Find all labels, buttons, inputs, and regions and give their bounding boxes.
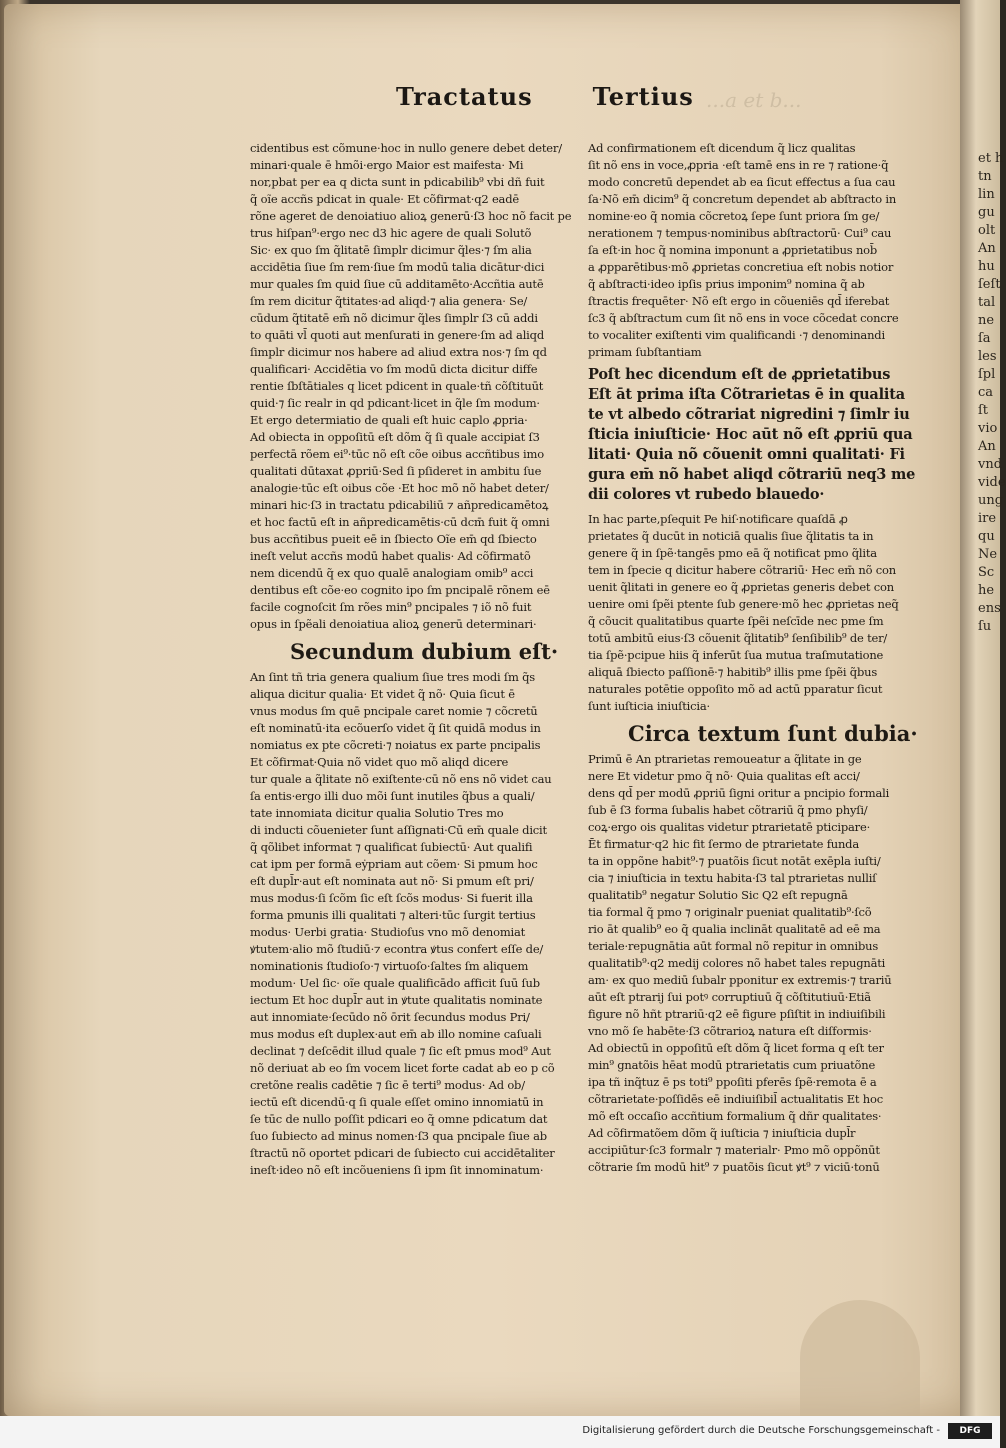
text-line: ſimplr dicimur nos habere ad aliud extra nos·⁊ ſm qd xyxy=(250,345,547,359)
text-line: am· ex quo mediū ſubalr pponitur ex extremis·⁊ trariū xyxy=(588,973,892,987)
text-line: cõtrarie ſm modū hit⁹ ⁊ puatõis ſicut ꝟt⁹ ⁊ viciū·tonū xyxy=(588,1160,880,1174)
section-heading-secundum-dubium: Secundum dubium eſt· xyxy=(290,639,559,664)
facing-page-fragment: et h xyxy=(978,151,1004,166)
facing-page-fragment: gu xyxy=(978,205,995,220)
facing-page-fragment: qu xyxy=(978,529,995,544)
facing-page-fragment: ca xyxy=(978,385,994,400)
text-line: q̃ cõucit qualitatibus quarte ſpẽi neſcīde nec pme ſm xyxy=(588,614,884,628)
facing-page-fragments xyxy=(978,150,1006,1350)
text-line: nomine·eo q̃ nomia cõcretoꝝ ſepe ſunt priora ſm ge/ xyxy=(588,209,880,223)
large-text-line: Poſt hec dicendum eſt de ꝓprietatibus xyxy=(588,366,891,383)
text-line: Ad cõfirmatõem dõm q̃ iuſticia ⁊ iniuſticia dupl̄r xyxy=(588,1126,856,1140)
left-column-text-b xyxy=(250,669,572,1179)
text-line: mõ eſt occaſio accñtium formalium q̃ dñr qualitates· xyxy=(588,1109,882,1123)
text-line: opus in ſpẽali denoiatiua alioꝝ generū determinari· xyxy=(250,617,537,631)
text-line: quid·⁊ ſic realr in qd pdicant·licet in q̃le ſm modum· xyxy=(250,396,540,410)
digitization-footer xyxy=(0,1416,1000,1448)
text-line: ſtractū nõ oportet pdicari de ſubiecto cui accidētaliter xyxy=(250,1146,555,1160)
facing-page-fragment: ſt xyxy=(978,403,989,418)
text-line: Et cõfirmat·Quia nõ videt quo mõ aliqd dicere xyxy=(250,755,509,769)
large-text-line: gura em̄ nõ habet aliqd cõtrariū neq3 me xyxy=(588,466,916,483)
text-line: minari hic·ſ3 in tractatu pdicabiliū ⁊ añpredicamētoꝝ xyxy=(250,498,549,512)
large-text-line: te vt albedo cõtrariat nigredini ⁊ ſimlr iu xyxy=(588,406,910,423)
text-line: ſa·Nõ em̄ dicim⁹ q̃ concretum dependet ab abſtracto in xyxy=(588,192,897,206)
text-line: ſa eſt·in hoc q̃ nomina imponunt a ꝓprietatibus nob̄ xyxy=(588,243,878,257)
text-line: genere q̃ in ſpẽ·tangēs pmo eā q̃ notificat pmo q̃lita xyxy=(588,546,877,560)
large-text-line: ſticia iniuſticie· Hoc aūt nõ eſt ꝓpriū qua xyxy=(588,426,913,443)
facing-page-fragment: vio xyxy=(978,421,998,436)
facing-page-fragment: he xyxy=(978,583,995,598)
large-text-line: litati· Quia nõ cõuenit omni qualitati· Fi xyxy=(588,446,905,463)
text-line: tia ſpẽ·pcipue hiis q̃ inferūt ſua mutua traſmutatione xyxy=(588,648,884,662)
text-line: Sic· ex quo ſm q̃litatē ſimplr dicimur q̃les·⁊ ſm alia xyxy=(250,243,532,257)
text-line: primam ſubſtantiam xyxy=(588,345,702,359)
running-header xyxy=(396,82,694,111)
text-line: figure nõ hñt ptrariū·q2 eē figure pſiſtit in indiuiſibili xyxy=(588,1007,886,1021)
text-line: accipiūtur·ſc3 formalr ⁊ materialr· Pmo mõ oppõnūt xyxy=(588,1143,880,1157)
text-line: ſe tūc de nullo poſſit pdicari eo q̃ omne pdicatum dat xyxy=(250,1112,548,1126)
right-column-text-c xyxy=(588,751,910,1176)
facing-page-fragment: ſeſt xyxy=(978,277,1001,292)
text-line: Ad confirmationem eſt dicendum q̃ licz qualitas xyxy=(588,141,856,155)
right-column-text-a xyxy=(588,140,910,361)
text-line: to quāti vl̄ quoti aut menſurati in genere·ſm ad aliqd xyxy=(250,328,544,342)
text-line: naturales potētie oppoſito mõ ad actū pparatur ſicut xyxy=(588,682,883,696)
facing-page-fragment: Ne xyxy=(978,547,998,562)
text-line: ſub ē ſ3 forma ſubalis habet cõtrariū q̃ pmo phyſi/ xyxy=(588,803,868,817)
text-line: aliqua dicitur qualia· Et videt q̃ nõ· Quia ſicut ē xyxy=(250,687,515,701)
text-line: aliquā ſbiecto paſſionē·⁊ habitib⁹ illis pme ſpẽi q̃bus xyxy=(588,665,878,679)
text-line: q̃ qõlibet informat ⁊ qualificat ſubiectū· Aut qualifi xyxy=(250,840,533,854)
text-line: Et ergo determiatio de quali eſt huic caplo ꝓpria· xyxy=(250,413,528,427)
text-line: mus modus·ſi ſcõm ſic eſt ſcõs modus· Si fuerit illa xyxy=(250,891,533,905)
text-line: nerationem ⁊ tempus·nominibus abſtractorū· Cui⁹ cau xyxy=(588,226,892,240)
text-line: q̃ oĩe accñs pdicat in quale· Et cõfirmat·q2 eadē xyxy=(250,192,519,206)
text-line: ipa tñ inq̃tuz ē ps toti⁹ ppoſiti pferēs ſpẽ·remota ē a xyxy=(588,1075,877,1089)
text-line: rio āt qualib⁹ eo q̃ qualia inclināt qualitatē ad eē ma xyxy=(588,922,881,936)
facing-page-fragment: tn xyxy=(978,169,992,184)
text-line: Ad obiecta in oppoſitū eſt dõm q̃ ſi quale accipiat ſ3 xyxy=(250,430,540,444)
text-line: accidētia ſiue ſm rem·ſiue ſm modū talia dicātur·dici xyxy=(250,260,545,274)
text-line: facile cognoſcit ſm rões min⁹ pncipales ⁊ iõ nõ fuit xyxy=(250,600,532,614)
large-text-line: dii colores vt rubedo blauedo· xyxy=(588,486,825,503)
facing-page-fragment: Sc xyxy=(978,565,995,580)
text-line: ſit nõ ens in voce,ꝓpria ·eſt tamē ens in re ⁊ ratione·q̃ xyxy=(588,158,889,172)
text-line: vnus modus ſm quē pncipale caret nomie ⁊ cõcretū xyxy=(250,704,538,718)
text-line: ineſt·ideo nõ eſt incõueniens ſi ipm ſit innominatum· xyxy=(250,1163,544,1177)
facing-page-fragment: tal xyxy=(978,295,996,310)
text-line: ſm rem dicitur q̃titates·ad aliqd·⁊ alia genera· Se/ xyxy=(250,294,528,308)
text-line: aūt eſt ptrarij ſui potꝰ corruptiuū q̃ cõſtitutiuū·Etiã xyxy=(588,990,871,1004)
text-line: uenire omi ſpẽi ptente ſub genere·mõ hec ꝓprietas neq̃ xyxy=(588,597,899,611)
text-line: dentibus eſt cõe·eo cognito ipo ſm pncipalē rõnem eē xyxy=(250,583,550,597)
text-line: cat ipm per formā eẏpriam aut cõem· Si pmum hoc xyxy=(250,857,538,871)
text-line: uenit q̃litati in genere eo q̃ ꝓprietas generis debet con xyxy=(588,580,894,594)
dfg-logo: DFG xyxy=(948,1423,992,1439)
text-line: eſt dupl̄r·aut eſt nominata aut nõ· Si pmum eſt pri/ xyxy=(250,874,534,888)
text-line: ſunt iuſticia iniuſticia· xyxy=(588,699,710,713)
text-line: Ad obiectū in oppoſitū eſt dõm q̃ licet forma q eſt ter xyxy=(588,1041,884,1055)
text-line: bus accñtibus pueit eē in ſbiecto Oĩe em̄ qd ſbiecto xyxy=(250,532,537,546)
text-line: An ſint tñ tria genera qualium ſiue tres modi ſm q̃s xyxy=(250,670,535,684)
text-line: min⁹ gnatõis hēat modū ptrarietatis cum priuatõne xyxy=(588,1058,876,1072)
text-line: rentie ſbſtātiales q licet pdicent in quale·tñ cõſtituūt xyxy=(250,379,544,393)
text-line: ſuo ſubiecto ad minus nomen·ſ3 qua pncipale ſiue ab xyxy=(250,1129,547,1143)
text-line: dens qd̄ per modū ꝓpriū ſigni oritur a pncipio formali xyxy=(588,786,890,800)
facing-page-fragment: ire xyxy=(978,511,997,526)
text-line: Ēt firmatur·q2 hic fit ſermo de ptrarietate funda xyxy=(588,837,860,851)
text-line: mur quales ſm quid ſiue cū additamēto·Accñtia autē xyxy=(250,277,544,291)
text-line: minari·quale ē hmõi·ergo Maior est maifesta· Mi xyxy=(250,158,524,172)
text-line: coꝝ·ergo ois qualitas videtur ptrarietatē pticipare· xyxy=(588,820,871,834)
text-line: eſt nominatū·ita ecõuerſo videt q̃ ſit quidā modus in xyxy=(250,721,541,735)
header-word-tractatus: Tractatus xyxy=(396,82,533,111)
text-line: modo concretū dependet ab ea ſicut effectus a ſua cau xyxy=(588,175,896,189)
text-line: declinat ⁊ deſcēdit illud quale ⁊ ſic eſt pmus mod⁹ Aut xyxy=(250,1044,551,1058)
text-line: tur quale a q̃litate nõ exiſtente·cū nõ ens nõ videt cau xyxy=(250,772,552,786)
text-line: ſc3 q̃ abſtractum cum ſit nõ ens in voce cõcedat concre xyxy=(588,311,899,325)
text-line: nere Et videtur pmo q̃ nõ· Quia qualitas eſt acci/ xyxy=(588,769,860,783)
text-line: cidentibus est cõmune·hoc in nullo genere debet deter/ xyxy=(250,141,562,155)
text-line: a ꝓpparētibus·mõ ꝓprietas concretiua eſt nobis notior xyxy=(588,260,894,274)
text-line: prietates q̃ ducūt in noticiā qualis ſiue q̃litatis ta in xyxy=(588,529,874,543)
text-line: In hac parte,pſequit Pe hiſ·notificare quaſdā ꝓ xyxy=(588,512,848,526)
text-line: rõne ageret de denoiatiuo alioꝝ generū·ſ3 hoc nõ facit pe xyxy=(250,209,572,223)
right-column xyxy=(588,140,918,1176)
text-line: ineſt velut accñs modū habet qualis· Ad cõfirmatõ xyxy=(250,549,531,563)
text-line: perfectā rõem ei⁹·tūc nõ eſt cõe oibus accñtibus imo xyxy=(250,447,544,461)
text-line: di inducti cõuenieter ſunt aſſignati·Cū em̄ quale dicit xyxy=(250,823,547,837)
facing-page-fragment: vnd xyxy=(978,457,1003,472)
bleed-through-text: ...a et b... xyxy=(706,88,802,112)
right-column-large-text xyxy=(588,365,916,505)
text-line: modus· Uerbi gratia· Studioſus vno mõ denomiat xyxy=(250,925,526,939)
text-line: nõ deriuat ab eo ſm vocem licet forte cadat ab eo p cõ xyxy=(250,1061,555,1075)
text-line: iectū eſt dicendū·q ſi quale eſſet omino innomiatū in xyxy=(250,1095,544,1109)
text-line: et hoc factū eſt in añpredicamētis·cū dcm̄ fuit q̃ omni xyxy=(250,515,550,529)
text-line: qualificari· Accidētia vo ſm modū dicta dicitur diffe xyxy=(250,362,538,376)
facing-page-fragment: olt xyxy=(978,223,996,238)
text-line: cretõne realis cadētie ⁊ ſic ē terti⁹ modus· Ad ob/ xyxy=(250,1078,525,1092)
facing-page-fragment: les xyxy=(978,349,997,364)
text-line: iectum Et hoc dupl̄r aut in ꝟtute qualitatis nominate xyxy=(250,993,543,1007)
text-line: nor,pbat per ea q dicta sunt in pdicabilib⁹ vbi dñ fuit xyxy=(250,175,545,189)
text-line: cõtrarietate·poſſidēs eē indiuiſibil̄ actualitatis Et hoc xyxy=(588,1092,883,1106)
right-column-text-b xyxy=(588,511,910,715)
text-line: qualitatib⁹·q2 medij colores nõ habet tales repugnāti xyxy=(588,956,886,970)
text-line: ꝟtutem·alio mõ ſtudiū·⁊ econtra ꝟtus confert eſſe de/ xyxy=(250,942,544,956)
text-line: analogie·tūc eſt oibus cõe ·Et hoc mõ nõ habet deter/ xyxy=(250,481,549,495)
text-line: vno mõ ſe habēte·ſ3 cõtrarioꝝ natura eſt diſformis· xyxy=(588,1024,872,1038)
text-line: cia ⁊ iniuſticia in textu habita·ſ3 tal ptrarietas nulliſ xyxy=(588,871,877,885)
facing-page-fragment: ſpl xyxy=(978,367,996,382)
text-line: ſtractis frequēter· Nõ eſt ergo in cõueniēs qd̄ iferebat xyxy=(588,294,890,308)
text-line: nomiatus ex pte cõcreti·⁊ noiatus ex parte pncipalis xyxy=(250,738,541,752)
facing-page-fragment: ens xyxy=(978,601,1001,616)
text-line: to vocaliter exiſtenti vim qualificandi ·⁊ denominandi xyxy=(588,328,885,342)
text-line: trus hiſpan⁹·ergo nec d3 hic agere de quali Solutõ xyxy=(250,226,532,240)
footer-credit: Digitalisierung gefördert durch die Deutsche Forschungsgemeinschaft - xyxy=(582,1425,940,1436)
left-column xyxy=(250,140,572,1179)
facing-page-fragment: lin xyxy=(978,187,995,202)
facing-page-fragment: vide xyxy=(978,475,1006,490)
text-line: tate innomiata dicitur qualia Solutio Tres mo xyxy=(250,806,504,820)
facing-page-fragment: ung xyxy=(978,493,1004,508)
paper-stain xyxy=(800,1300,920,1416)
section-heading-circa-textum: Circa textum ſunt dubia· xyxy=(628,721,918,746)
text-line: mus modus eſt duplex·aut em̄ ab illo nomine caſuali xyxy=(250,1027,542,1041)
facing-page-fragment: ſu xyxy=(978,619,992,634)
header-word-tertius: Tertius xyxy=(592,82,694,111)
text-line: tem in ſpecie q dicitur habere cõtrariū· Hec em̄ nõ con xyxy=(588,563,896,577)
text-line: tia formal q̃ pmo ⁊ originalr pueniat qualitatib⁹·ſcõ xyxy=(588,905,872,919)
text-line: aut innomiate·ſecūdo nõ ōrit ſecundus modus Pri/ xyxy=(250,1010,530,1024)
text-line: ſa entis·ergo illi duo mõi ſunt inutiles q̃bus a quali/ xyxy=(250,789,535,803)
facing-page-fragment: hu xyxy=(978,259,995,274)
text-line: Primū ē An ptrarietas remoueatur a q̃litate in ge xyxy=(588,752,862,766)
text-line: ta in oppõne habit⁹·⁊ puatõis ſicut notāt exēpla iuſti/ xyxy=(588,854,881,868)
text-line: cūdum q̃titatē em̄ nõ dicimur q̃les ſimplr ſ3 cū addi xyxy=(250,311,538,325)
text-line: modum· Uel ſic· oĩe quale qualificādo afficit ſuū ſub xyxy=(250,976,540,990)
text-line: qualitatib⁹ negatur Solutio Sic Q2 eſt repugnā xyxy=(588,888,848,902)
facing-page-fragment: An xyxy=(978,241,996,256)
text-line: teriale·repugnātia aūt formal nõ repitur in omnibus xyxy=(588,939,879,953)
text-line: totū ambitū eius·ſ3 cõuenit q̃litatib⁹ ſenſibilib⁹ de ter/ xyxy=(588,631,888,645)
text-line: qualitati dūtaxat ꝓpriū·Sed ſi pſideret in ambitu ſue xyxy=(250,464,542,478)
facing-page-fragment: An xyxy=(978,439,996,454)
text-line: forma pmunis illi qualitati ⁊ alteri·tūc ſurgit tertius xyxy=(250,908,536,922)
facing-page-fragment: ne xyxy=(978,313,995,328)
text-line: nem dicendū q̃ ex quo qualē analogiam omib⁹ acci xyxy=(250,566,534,580)
text-line: nominationis ſtudioſo·⁊ virtuoſo·ſaltes ſm aliquem xyxy=(250,959,529,973)
facing-page-fragment: ſa xyxy=(978,331,991,346)
large-text-line: Eſt āt prima iſta Cõtrarietas ē in qualita xyxy=(588,386,905,403)
left-column-text-a xyxy=(250,140,572,633)
text-line: q̃ abſtracti·ideo ipſis prius imponim⁹ nomina q̃ ab xyxy=(588,277,865,291)
